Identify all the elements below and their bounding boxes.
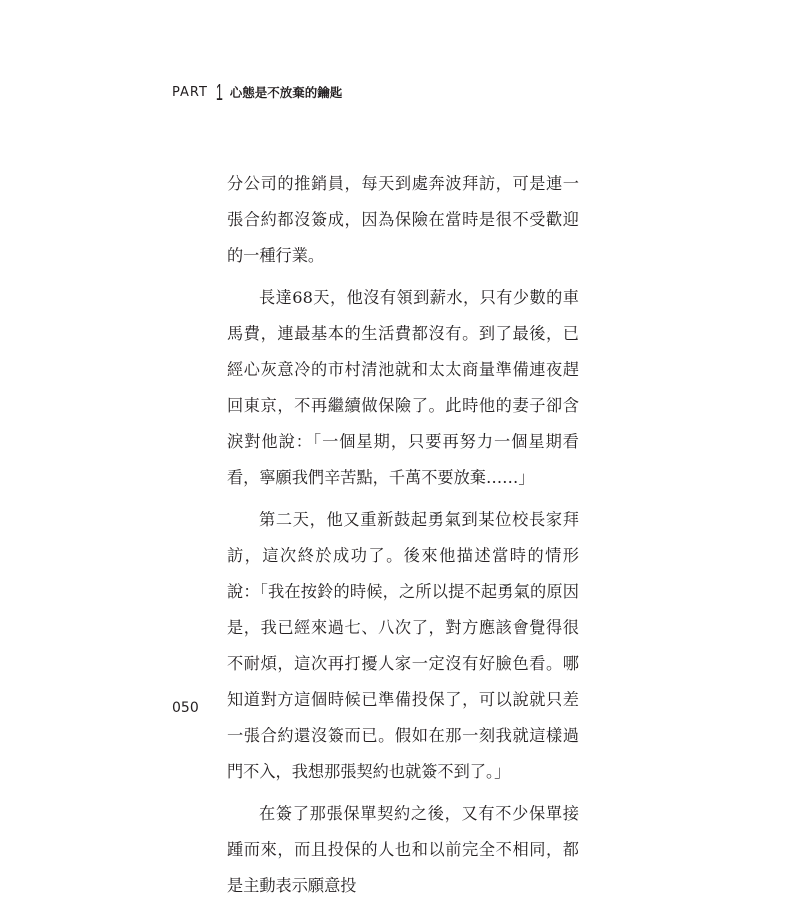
part-number: 1 <box>215 78 223 105</box>
paragraph-2: 長達68天，他沒有領到薪水，只有少數的車馬費，連最基本的生活費都沒有。到了最後，已經心灰意冷的市村清池就和太太商量準備連夜趕回東京，不再繼續做保險了。此時他的妻子卻含淚對他說：「一個星期，只要再努力一個星期看看，寧願我們辛苦點，千萬不要放棄……」 <box>227 288 579 487</box>
part-title: 心態是不放棄的鑰匙 <box>229 85 343 100</box>
part-label: PART <box>172 84 208 100</box>
body-text <box>227 166 579 910</box>
paragraph-3: 第二天，他又重新鼓起勇氣到某位校長家拜訪，這次終於成功了。後來他描述當時的情形說：「我在按鈴的時候，之所以提不起勇氣的原因是，我已經來過七、八次了，對方應該會覺得很不耐煩，這次再打擾人家一定沒有好臉色看。哪知道對方這個時候已準備投保了，可以說就只差一張合約還沒簽而已。假如在那一刻我就這樣過門不入，我想那張契約也就簽不到了。」 <box>227 510 579 781</box>
running-head <box>172 80 342 104</box>
paragraph-1: 分公司的推銷員，每天到處奔波拜訪，可是連一張合約都沒簽成，因為保險在當時是很不受歡迎的一種行業。 <box>227 174 579 265</box>
paragraph-4: 在簽了那張保單契約之後，又有不少保單接踵而來，而且投保的人也和以前完全不相同，都是主動表示願意投 <box>227 804 579 895</box>
page-number: 050 <box>172 700 199 716</box>
